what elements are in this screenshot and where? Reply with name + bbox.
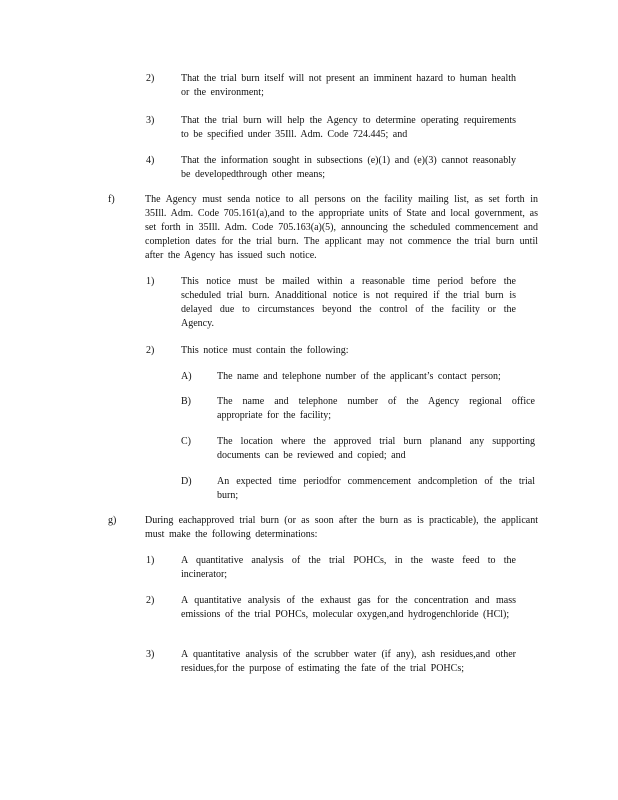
item-text: The name and telephone number of the Agency regional office appropriate for the facility;	[217, 396, 535, 421]
item-label: 2)	[146, 595, 155, 606]
item-label: 3)	[146, 649, 155, 660]
item-label: A)	[181, 371, 192, 382]
item-text: That the trial burn itself will not present an imminent hazard to human health or the environment;	[181, 73, 516, 98]
item-label: f)	[108, 194, 115, 205]
item-label: 3)	[146, 115, 155, 126]
item-text: A quantitative analysis of the scrubber water (if any), ash residues,and other residues,for the purpose of estimating the fate of the trial POHCs;	[181, 649, 516, 674]
item-label: B)	[181, 396, 191, 407]
item-text: That the information sought in subsections (e)(1) and (e)(3) cannot reasonably be developedthrough other means;	[181, 155, 516, 180]
item-text: An expected time periodfor commencement andcompletion of the trial burn;	[217, 476, 535, 501]
item-text: This notice must contain the following:	[181, 345, 349, 356]
item-label: 1)	[146, 276, 155, 287]
item-label: 2)	[146, 345, 155, 356]
item-text: During eachapproved trial burn (or as soon after the burn as is practicable), the applicant must make the following determinations:	[145, 515, 538, 540]
item-text: A quantitative analysis of the trial POHCs, in the waste feed to the incinerator;	[181, 555, 516, 580]
item-label: 2)	[146, 73, 155, 84]
item-text: A quantitative analysis of the exhaust gas for the concentration and mass emissions of the trial POHCs, molecular oxygen,and hydrogenchloride (HCl);	[181, 595, 516, 620]
item-text: This notice must be mailed within a reasonable time period before the scheduled trial burn. Anadditional notice is not required if the trial burn is delayed due to circumstances beyond the control of the facility or the Agency.	[181, 276, 516, 329]
item-label: 1)	[146, 555, 155, 566]
item-text: That the trial burn will help the Agency to determine operating requirements to be specified under 35Ill. Adm. Code 724.445; and	[181, 115, 516, 140]
item-text: The Agency must senda notice to all persons on the facility mailing list, as set forth in 35Ill. Adm. Code 705.161(a),and to the appropriate units of State and local government, as set forth in 35Ill. Adm. Code 705.163(a)(5), announcing the scheduled commencement and completion dates for the trial burn. The applicant may not commence the trial burn until after the Agency has issued such notice.	[145, 194, 538, 261]
item-text: The name and telephone number of the applicant’s contact person;	[217, 371, 501, 382]
item-label: C)	[181, 436, 191, 447]
item-label: 4)	[146, 155, 155, 166]
item-text: The location where the approved trial burn planand any supporting documents can be reviewed and copied; and	[217, 436, 535, 461]
item-label: g)	[108, 515, 117, 526]
item-label: D)	[181, 476, 192, 487]
